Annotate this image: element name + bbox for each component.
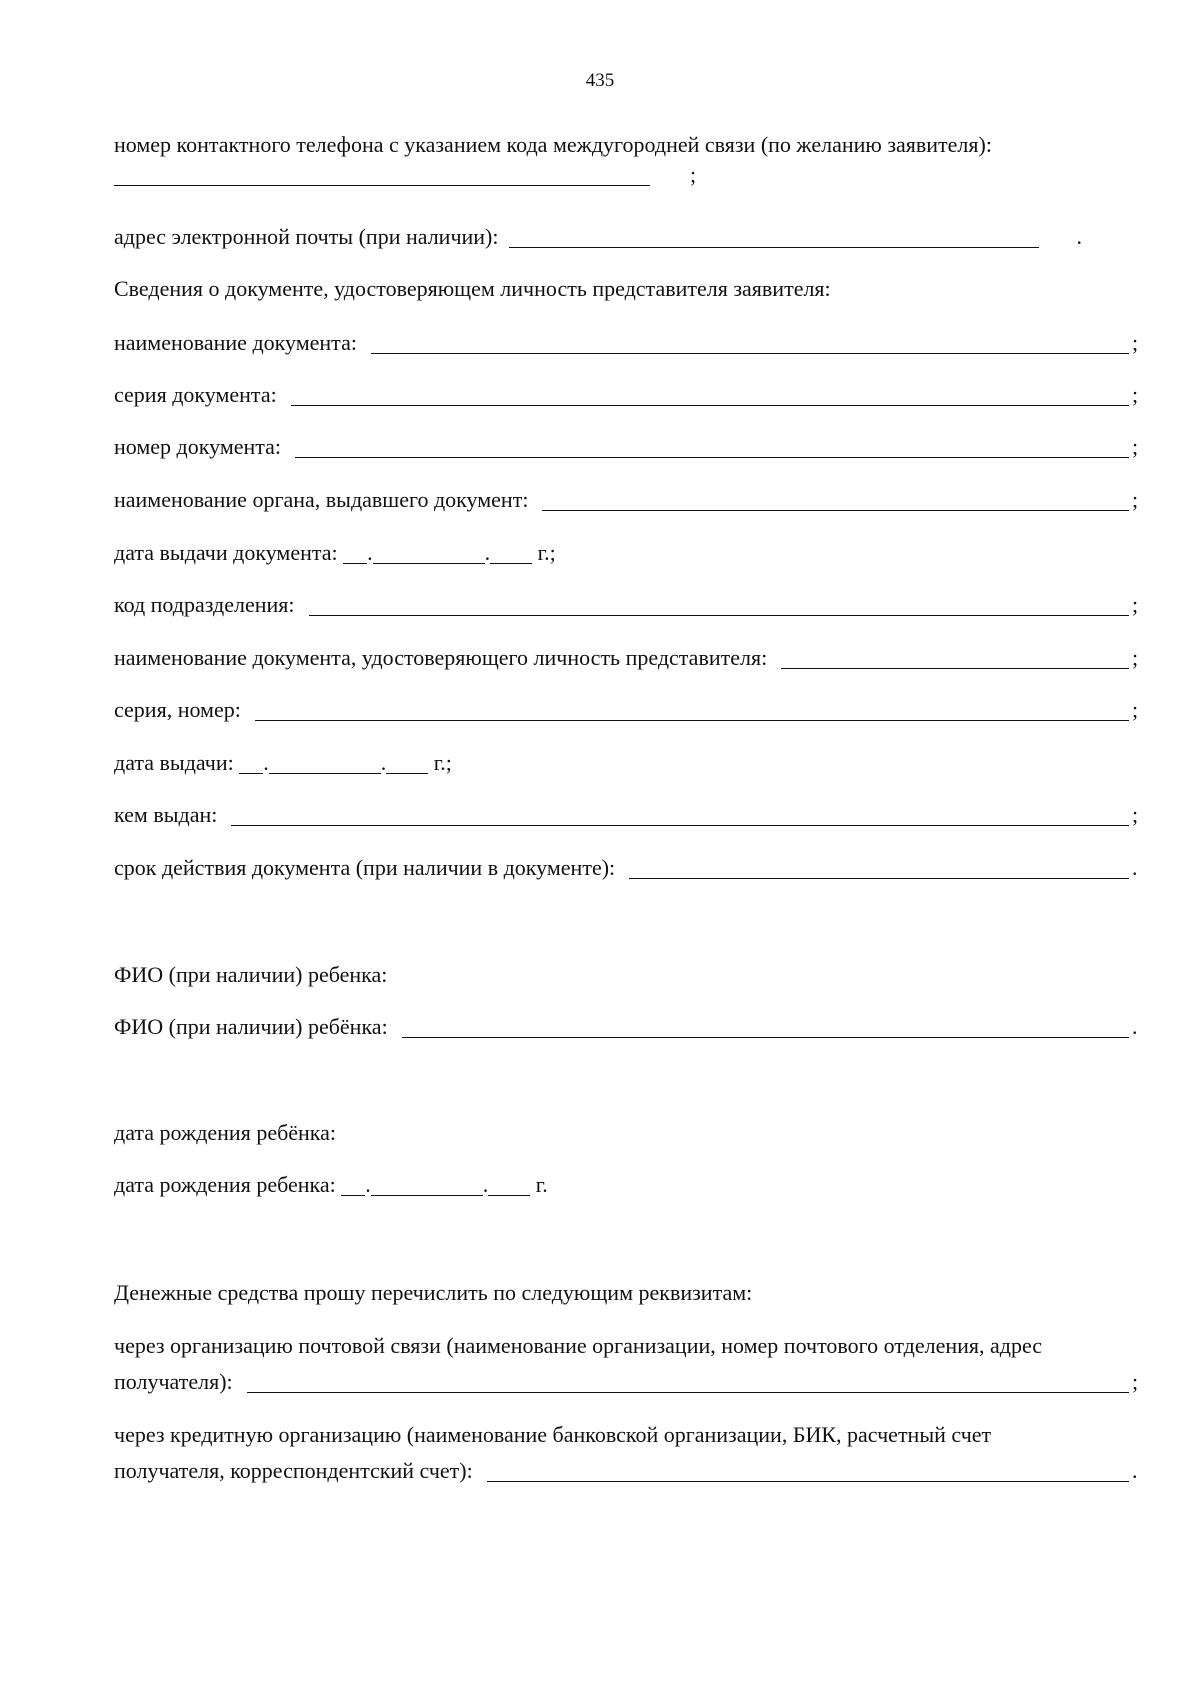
field-end: . <box>1132 1014 1138 1039</box>
year-suffix: г. <box>535 1172 548 1197</box>
date-sep: . <box>484 540 491 565</box>
date-sep: . <box>365 1172 371 1197</box>
page-number: 435 <box>585 70 615 91</box>
day-input-line[interactable] <box>239 753 263 774</box>
field-input-line[interactable] <box>291 385 1129 406</box>
field-input-line[interactable] <box>309 595 1129 616</box>
child-fio-heading: ФИО (при наличии) ребенка: <box>114 962 388 987</box>
phone-input-line[interactable] <box>114 165 650 186</box>
issue-date2-label: дата выдачи: <box>114 750 234 775</box>
child-dob-heading: дата рождения ребёнка: <box>114 1120 337 1145</box>
field-label: ФИО (при наличии) ребёнка: <box>114 1014 388 1039</box>
field-doc-number <box>114 434 1140 460</box>
field-label: серия, номер: <box>114 697 241 722</box>
issue-date-row <box>114 540 1140 566</box>
field-end: ; <box>1132 592 1139 617</box>
day-input-line[interactable] <box>343 543 367 564</box>
postal-line1: через организацию почтовой связи (наименование организации, номер почтового отделения, адрес <box>114 1333 1043 1358</box>
year-suffix: г.; <box>537 540 556 565</box>
date-sep: . <box>367 540 373 565</box>
child-dob-label: дата рождения ребенка: <box>114 1172 336 1197</box>
field-issued-by <box>114 802 1140 828</box>
field-end: . <box>1132 1458 1138 1483</box>
phone-end: ; <box>690 162 697 187</box>
day-input-line[interactable] <box>341 1175 365 1196</box>
email-label: адрес электронной почты (при наличии): <box>114 224 499 249</box>
month-input-line[interactable] <box>373 543 485 564</box>
field-input-line[interactable] <box>295 437 1129 458</box>
year-input-line[interactable] <box>490 543 532 564</box>
date-sep: . <box>380 750 387 775</box>
field-label: наименование органа, выдавшего документ: <box>114 487 529 512</box>
field-label: номер документа: <box>114 434 282 459</box>
field-doc-name <box>114 330 1140 356</box>
email-row <box>114 224 1140 250</box>
field-label: серия документа: <box>114 382 277 407</box>
phone-label: номер контактного телефона с указанием кода междугородней связи (по желанию заявителя): <box>114 132 992 157</box>
field-end: ; <box>1132 382 1139 407</box>
field-issuing-authority <box>114 487 1140 513</box>
issue-date2-row <box>114 750 1140 776</box>
phone-row <box>114 162 1140 188</box>
field-end: ; <box>1132 434 1139 459</box>
field-rep-doc-name <box>114 645 1140 671</box>
postal-row <box>114 1369 1140 1395</box>
field-end: ; <box>1132 697 1139 722</box>
field-end: ; <box>1132 330 1139 355</box>
postal-label: получателя): <box>114 1369 233 1394</box>
field-label: код подразделения: <box>114 592 295 617</box>
field-end: ; <box>1132 645 1139 670</box>
bank-label: получателя, корреспондентский счет): <box>114 1458 473 1483</box>
year-input-line[interactable] <box>386 753 428 774</box>
field-rep-series-number <box>114 697 1140 723</box>
postal-input-line[interactable] <box>247 1372 1129 1393</box>
field-label: наименование документа, удостоверяющего личность представителя: <box>114 645 768 670</box>
field-input-line[interactable] <box>231 805 1129 826</box>
child-fio-row <box>114 1014 1140 1040</box>
field-doc-series <box>114 382 1140 408</box>
field-input-line[interactable] <box>542 490 1129 511</box>
field-input-line[interactable] <box>629 858 1129 879</box>
child-fio-input-line[interactable] <box>402 1017 1129 1038</box>
year-suffix: г.; <box>433 750 452 775</box>
field-label: кем выдан: <box>114 802 218 827</box>
bank-line1: через кредитную организацию (наименование банковской организации, БИК, расчетный счет <box>114 1422 992 1447</box>
field-end: . <box>1132 855 1138 880</box>
email-input-line[interactable] <box>509 227 1039 248</box>
rep-doc-heading: Сведения о документе, удостоверяющем личность представителя заявителя: <box>114 276 831 301</box>
field-division-code <box>114 592 1140 618</box>
field-end: ; <box>1132 802 1139 827</box>
date-sep: . <box>482 1172 489 1197</box>
payment-heading: Денежные средства прошу перечислить по следующим реквизитам: <box>114 1280 753 1305</box>
issue-date-label: дата выдачи документа: <box>114 540 338 565</box>
month-input-line[interactable] <box>371 1175 483 1196</box>
field-input-line[interactable] <box>255 700 1129 721</box>
field-validity <box>114 855 1140 881</box>
field-input-line[interactable] <box>781 648 1129 669</box>
field-label: наименование документа: <box>114 330 357 355</box>
month-input-line[interactable] <box>269 753 381 774</box>
year-input-line[interactable] <box>488 1175 530 1196</box>
bank-input-line[interactable] <box>487 1461 1129 1482</box>
child-dob-row <box>114 1172 1140 1198</box>
bank-row <box>114 1458 1140 1484</box>
date-sep: . <box>263 750 269 775</box>
field-end: ; <box>1132 1369 1139 1394</box>
field-label: срок действия документа (при наличии в документе): <box>114 855 616 880</box>
field-end: ; <box>1132 487 1139 512</box>
email-end: . <box>1076 224 1082 249</box>
field-input-line[interactable] <box>371 333 1129 354</box>
